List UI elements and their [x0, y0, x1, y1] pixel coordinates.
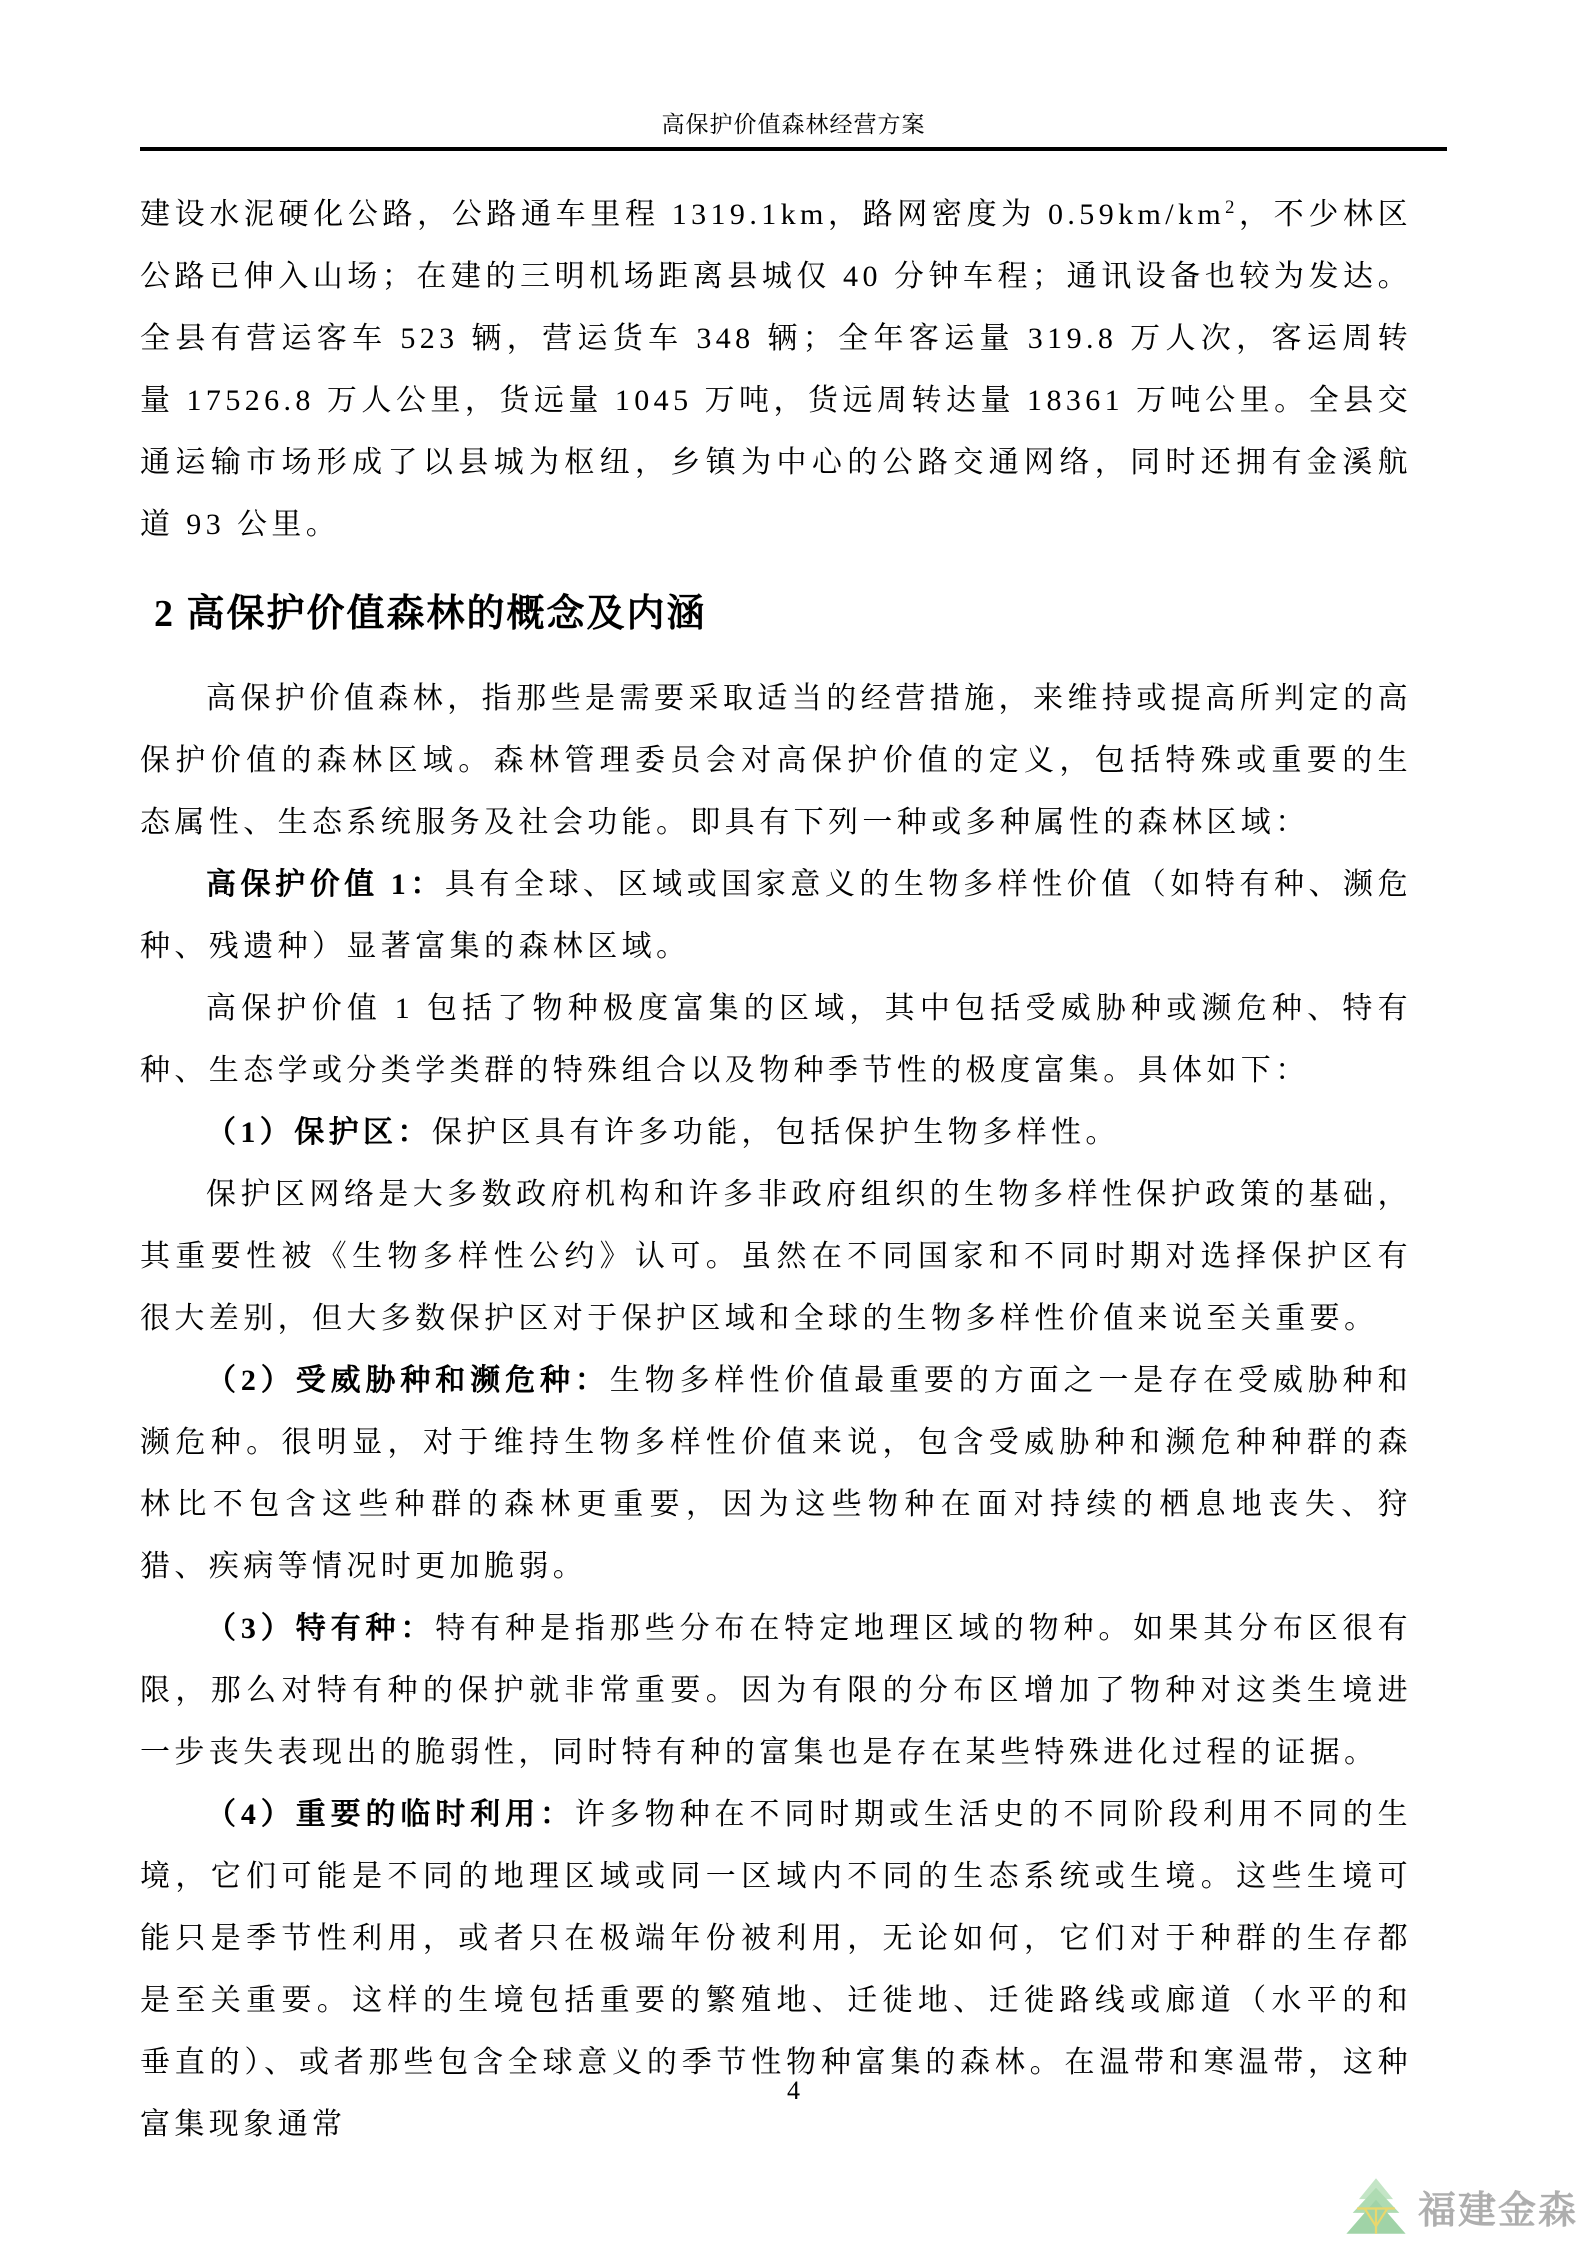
- section-heading: 2 高保护价值森林的概念及内涵: [154, 593, 707, 635]
- company-logo: [1344, 2177, 1578, 2235]
- paragraph: 高保护价值 1 包括了物种极度富集的区域，其中包括受威胁种或濒危种、特有种、生态学或分类学类群的特殊组合以及物种季节性的极度富集。具体如下：: [140, 992, 1412, 1087]
- paragraph: （2）受威胁种和濒危种：生物多样性价值最重要的方面之一是存在受威胁种和濒危种。很明显，对于维持生物多样性价值来说，包含受威胁种和濒危种种群的森林比不包含这些种群的森林更重要，因为这些物种在面对持续的栖息地丧失、狩猎、疾病等情况时更加脆弱。: [140, 1364, 1412, 1583]
- paragraph: 建设水泥硬化公路，公路通车里程 1319.1km，路网密度为 $0.59km/km^2$，不少林区公路已伸入山场；在建的三明机场距离县城仅 40 分钟车程；通讯设备也较为发达。全县有营运客车 523 辆，营运货车 348 辆；全年客运量 319.8 万人次，客运周转量 17526.8 万人公里，货远量 1045 万吨，货远周转达量 18361 万吨公里。全县交通运输市场形成了以县城为枢纽，乡镇为中心的公路交通网络，同时还拥有金溪航道 93 公里。: [140, 197, 1412, 541]
- paragraph: （4）重要的临时利用：许多物种在不同时期或生活史的不同阶段利用不同的生境，它们可能是不同的地理区域或同一区域内不同的生态系统或生境。这些生境可能只是季节性利用，或者只在极端年份被利用，无论如何，它们对于种群的生存都是至关重要。这样的生境包括重要的繁殖地、迁徙地、迁徙路线或廊道（水平的和垂直的）、或者那些包含全球意义的季节性物种富集的森林。在温带和寒温带，这种富集现象通常: [140, 1798, 1412, 2141]
- company-logo-text: 福建金森: [1417, 2190, 1578, 2232]
- paragraph: 高保护价值 1：具有全球、区域或国家意义的生物多样性价值（如特有种、濒危种、残遗种）显著富集的森林区域。: [140, 868, 1413, 963]
- paragraph: （3）特有种：特有种是指那些分布在特定地理区域的物种。如果其分布区很有限，那么对特有种的保护就非常重要。因为有限的分布区增加了物种对这类生境进一步丧失表现出的脆弱性，同时特有种的富集也是存在某些特殊进化过程的证据。: [140, 1612, 1412, 1769]
- tree-icon: [1344, 2177, 1408, 2235]
- paragraph: 保护区网络是大多数政府机构和许多非政府组织的生物多样性保护政策的基础，其重要性被《生物多样性公约》认可。虽然在不同国家和不同时期对选择保护区有很大差别，但大多数保护区对于保护区域和全球的生物多样性价值来说至关重要。: [140, 1178, 1412, 1335]
- page-number: 4: [787, 2076, 800, 2105]
- header-rule: [140, 147, 1447, 151]
- content: [140, 184, 1412, 2156]
- page-header-title: 高保护价值森林经营方案: [661, 112, 926, 137]
- paragraph: 高保护价值森林，指那些是需要采取适当的经营措施，来维持或提高所判定的高保护价值的森林区域。森林管理委员会对高保护价值的定义，包括特殊或重要的生态属性、生态系统服务及社会功能。即具有下列一种或多种属性的森林区域：: [140, 682, 1412, 839]
- paragraph: （1）保护区：保护区具有许多功能，包括保护生物多样性。: [206, 1116, 1120, 1149]
